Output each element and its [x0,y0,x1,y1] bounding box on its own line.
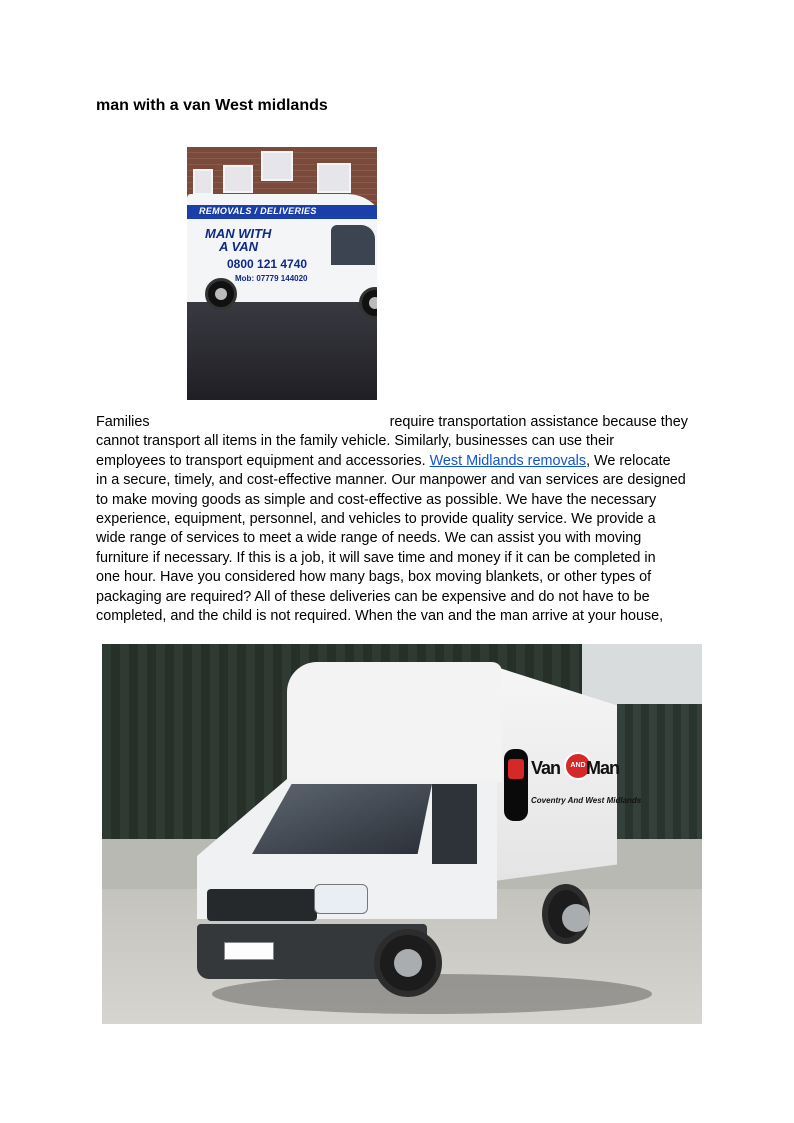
paragraph-line: experience, equipment, personnel, and vehicles to provide quality service. We provide a [96,511,656,528]
logo-man-text: Man [586,758,619,778]
van-wheel [205,278,237,310]
man-with-van-photo [187,147,377,400]
paragraph-line: one hour. Have you considered how many bags, box moving blankets, or other types of [96,569,652,586]
bus-icon [504,749,528,821]
luton-top [287,662,502,782]
van-phone: 0800 121 4740 [227,257,308,271]
paragraph-line [96,452,700,471]
document-title: man with a van West midlands [96,97,328,114]
building-window [223,165,253,193]
paragraph-line: cannot transport all items in the family vehicle. Similarly, businesses can use their [96,433,615,450]
warehouse-wall-right [617,704,702,844]
van-and-man-logo [504,744,642,824]
van-mobile: Mob: 07779 144020 [235,274,308,283]
paragraph-line: completed, and the child is not required. When the van and the man arrive at your house, [96,608,664,625]
paragraph-line: to make moving goods as simple and cost-effective as possible. We have the necessary [96,491,657,508]
van-lettering-line-2: A VAN [219,239,258,254]
body-paragraph [96,413,700,626]
van-wheel [542,884,590,944]
paragraph-text: employees to transport equipment and accessories. [96,452,430,469]
paragraph-line: furniture if necessary. If this is a job, it will save time and money if it can be completed in [96,549,656,566]
paragraph-text: , We relocate [586,452,671,469]
paragraph-text: require transportation assistance because they [389,414,688,430]
paragraph-line: wide range of services to meet a wide range of needs. We can assist you with moving [96,530,642,547]
paragraph-line: in a secure, timely, and cost-effective manner. Our manpower and van services are designed [96,472,686,489]
wet-ground [187,297,377,400]
luton-van-photo [102,644,702,1024]
paragraph-line [96,413,700,432]
west-midlands-removals-link[interactable]: West Midlands removals [429,452,587,469]
van-lettering [205,227,271,253]
van-wheel [374,929,442,997]
paragraph-text: Families [96,414,150,430]
van-side-window [432,784,477,864]
van-windscreen [331,225,375,265]
van-lettering-line-1: MAN WITH [205,226,272,241]
building-window [317,163,351,193]
building-window [261,151,293,181]
logo-subtitle: Coventry And West Midlands [531,796,642,805]
paragraph-line: packaging are required? All of these deliveries can be expensive and do not have to be [96,588,650,605]
logo-van-text: Van [531,758,561,778]
logo-and-badge: AND [564,752,592,780]
van-grille [207,889,317,921]
building-window [193,169,213,195]
number-plate [224,942,274,960]
van-headlamp [314,884,368,914]
van-stripe-text: REMOVALS / DELIVERIES [199,206,317,216]
